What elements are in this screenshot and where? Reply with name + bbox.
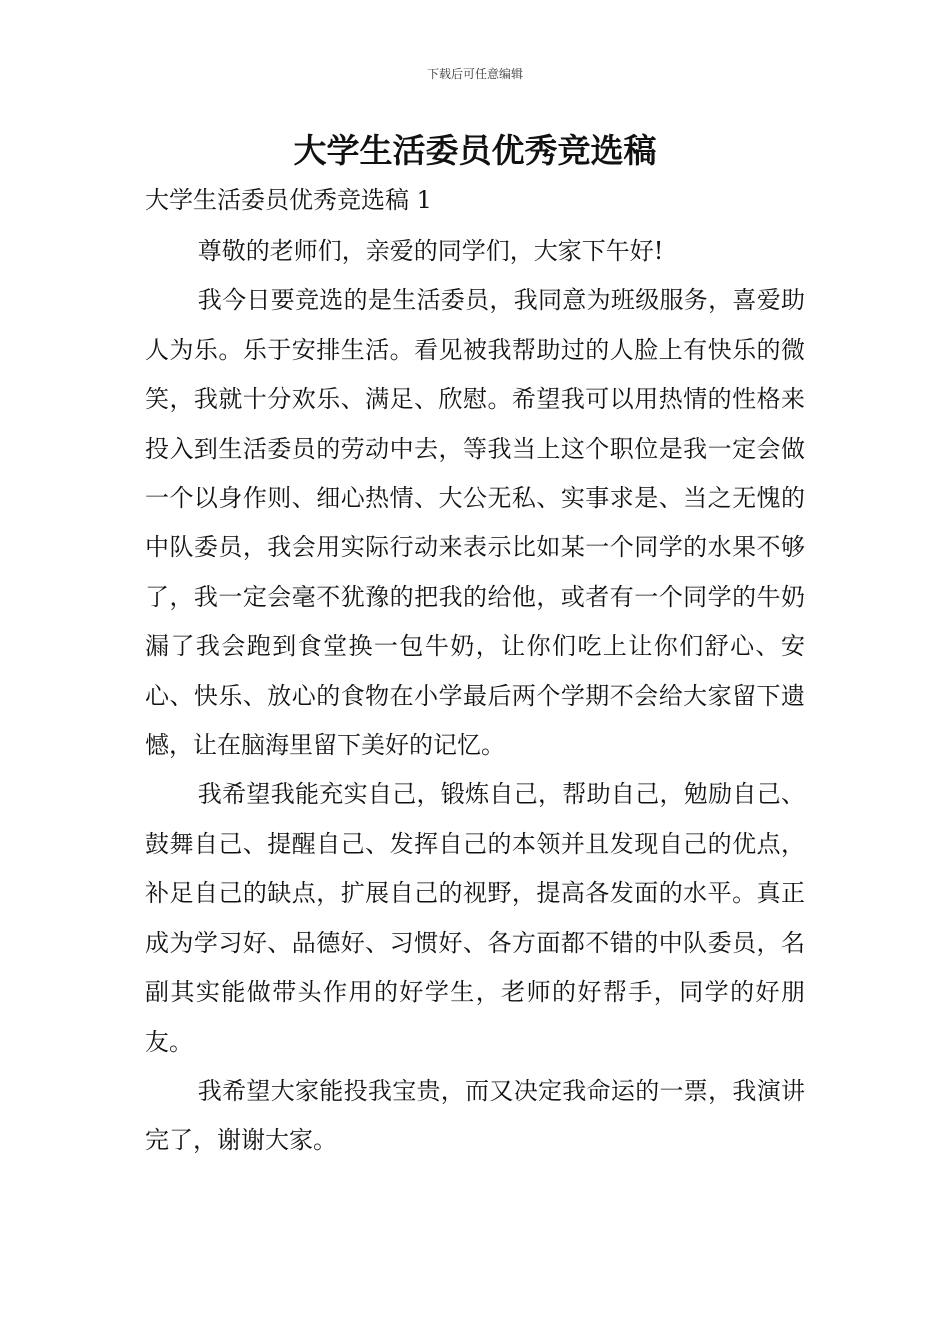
section-heading: 大学生活委员优秀竞选稿 1 bbox=[145, 186, 432, 214]
paragraph: 我希望大家能投我宝贵，而又决定我命运的一票，我演讲完了，谢谢大家。 bbox=[145, 1076, 805, 1155]
paragraph-greeting: 尊敬的老师们，亲爱的同学们，大家下午好! bbox=[197, 237, 664, 265]
document-title: 大学生活委员优秀竞选稿 bbox=[293, 131, 657, 170]
paragraph: 我希望我能充实自己，锻炼自己，帮助自己，勉励自己、鼓舞自己、提醒自己、发挥自己的本领并且发现自己的优点，补足自己的缺点，扩展自己的视野，提高各发面的水平。真正成为学习好、品德好、习惯好、各方面都不错的中队委员，名副其实能做带头作用的好学生，老师的好帮手，同学的好朋友。 bbox=[145, 780, 805, 1056]
header-note: 下载后可任意编辑 bbox=[426, 67, 523, 81]
document-body bbox=[145, 227, 805, 1166]
paragraph: 我今日要竞选的是生活委员，我同意为班级服务，喜爱助人为乐。乐于安排生活。看见被我帮助过的人脸上有快乐的微笑，我就十分欢乐、满足、欣慰。希望我可以用热情的性格来投入到生活委员的劳动中去，等我当上这个职位是我一定会做一个以身作则、细心热情、大公无私、实事求是、当之无愧的中队委员，我会用实际行动来表示比如某一个同学的水果不够了，我一定会毫不犹豫的把我的给他，或者有一个同学的牛奶漏了我会跑到食堂换一包牛奶，让你们吃上让你们舒心、安心、快乐、放心的食物在小学最后两个学期不会给大家留下遗憾，让在脑海里留下美好的记忆。 bbox=[145, 286, 805, 760]
